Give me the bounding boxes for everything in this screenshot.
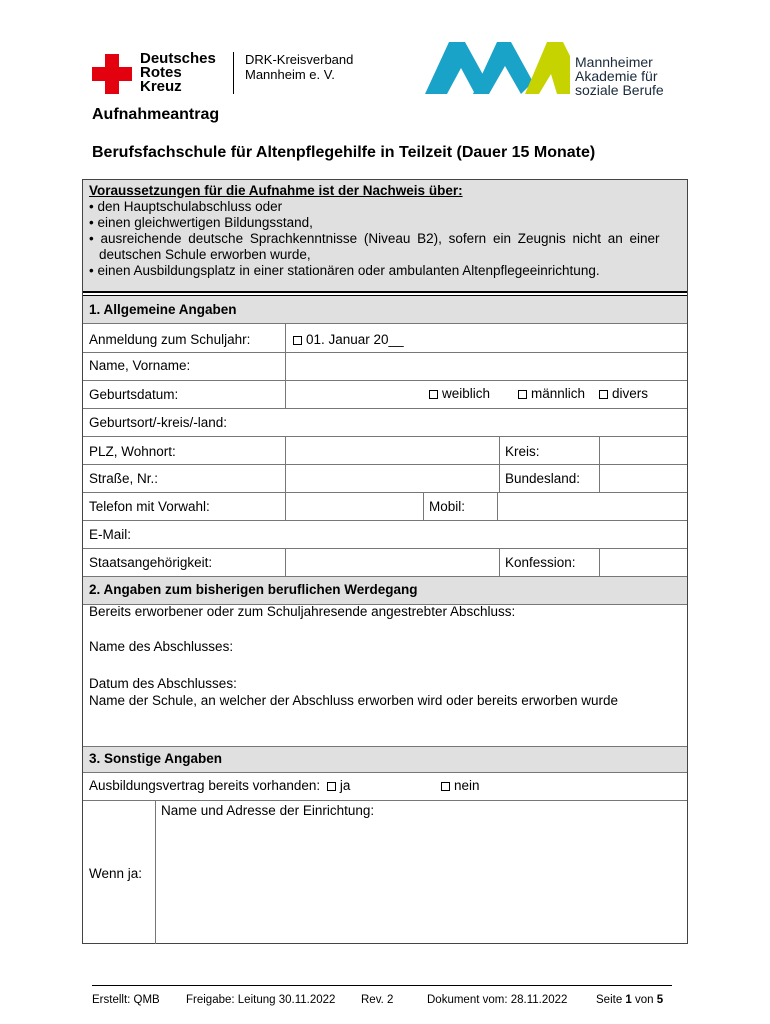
email-label: E-Mail:	[89, 527, 132, 542]
maks-logo-text: Mannheimer Akademie für soziale Berufe	[575, 54, 664, 98]
gender-weiblich[interactable]: weiblich	[429, 386, 490, 402]
checkbox-icon[interactable]	[518, 390, 527, 399]
konfession-label: Konfession:	[505, 555, 576, 570]
requirement-item: • einen Ausbildungsplatz in einer stationären oder ambulanten Altenpflegeeinrichtung.	[89, 263, 600, 278]
vertrag-ja[interactable]: ja	[339, 778, 351, 793]
drk-logo-cross-icon	[92, 54, 132, 94]
checkbox-icon[interactable]	[327, 782, 336, 791]
datum-abschluss-label: Datum des Abschlusses:	[89, 676, 237, 691]
footer-rev: Rev. 2	[361, 994, 394, 1006]
vertrag-nein[interactable]: nein	[441, 778, 480, 794]
checkbox-icon[interactable]	[429, 390, 438, 399]
drk-logo-text: Deutsches Rotes Kreuz	[140, 50, 216, 95]
einrichtung-label: Name und Adresse der Einrichtung:	[161, 803, 375, 818]
maks-logo-icon	[425, 38, 570, 94]
gender-maennlich[interactable]: männlich	[518, 386, 585, 402]
name-abschluss-label: Name des Abschlusses:	[89, 639, 234, 654]
requirement-item: • den Hauptschulabschluss oder	[89, 199, 283, 214]
drk-kreisverband-text: DRK-Kreisverband Mannheim e. V.	[245, 52, 354, 82]
kreis-label: Kreis:	[505, 444, 540, 459]
schuljahr-label: Anmeldung zum Schuljahr:	[89, 332, 251, 347]
requirement-item: • einen gleichwertigen Bildungsstand,	[89, 215, 313, 230]
footer-erstellt: Erstellt: QMB	[92, 994, 160, 1006]
footer-page-number: Seite 1 von 5	[596, 994, 664, 1006]
vertrag-row	[89, 778, 350, 794]
schule-label: Name der Schule, an welcher der Abschluss erworben wird oder bereits erworben wurde	[89, 693, 619, 708]
telefon-label: Telefon mit Vorwahl:	[89, 499, 210, 514]
footer-divider	[92, 985, 672, 986]
vertrag-label: Ausbildungsvertrag bereits vorhanden:	[89, 778, 321, 793]
plz-label: PLZ, Wohnort:	[89, 444, 176, 459]
wenn-ja-label: Wenn ja:	[89, 866, 143, 881]
page-subtitle: Berufsfachschule für Altenpflegehilfe in Teilzeit (Dauer 15 Monate)	[92, 144, 596, 161]
footer-dokument: Dokument vom: 28.11.2022	[427, 994, 568, 1006]
gender-divers[interactable]: divers	[599, 386, 648, 402]
requirements	[89, 183, 681, 279]
geburtsdatum-label: Geburtsdatum:	[89, 387, 179, 402]
staat-label: Staatsangehörigkeit:	[89, 555, 213, 570]
requirement-item: • ausreichende deutsche Sprachkenntnisse (Niveau B2), sofern ein Zeugnis nicht an einer	[89, 231, 660, 246]
checkbox-icon[interactable]	[441, 782, 450, 791]
application-form	[82, 179, 688, 944]
name-label: Name, Vorname:	[89, 358, 191, 373]
footer-freigabe: Freigabe: Leitung 30.11.2022	[186, 994, 336, 1006]
section1-heading: 1. Allgemeine Angaben	[89, 302, 237, 317]
mobil-label: Mobil:	[429, 499, 466, 514]
abschluss-label: Bereits erworbener oder zum Schuljahresende angestrebter Abschluss:	[89, 604, 516, 619]
requirements-heading: Voraussetzungen für die Aufnahme ist der Nachweis über:	[89, 183, 463, 198]
geburtsort-label: Geburtsort/-kreis/-land:	[89, 415, 228, 430]
page-title: Aufnahmeantrag	[92, 106, 220, 123]
strasse-label: Straße, Nr.:	[89, 471, 159, 486]
logo-divider	[233, 52, 234, 94]
schuljahr-option[interactable]: 01. Januar 20__	[293, 332, 404, 348]
checkbox-icon[interactable]	[599, 390, 608, 399]
bundesland-label: Bundesland:	[505, 471, 581, 486]
section2-heading: 2. Angaben zum bisherigen beruflichen Werdegang	[89, 582, 418, 597]
checkbox-icon[interactable]	[293, 336, 302, 345]
section3-heading: 3. Sonstige Angaben	[89, 751, 223, 766]
requirement-item: deutschen Schule erworben wurde,	[99, 247, 311, 262]
